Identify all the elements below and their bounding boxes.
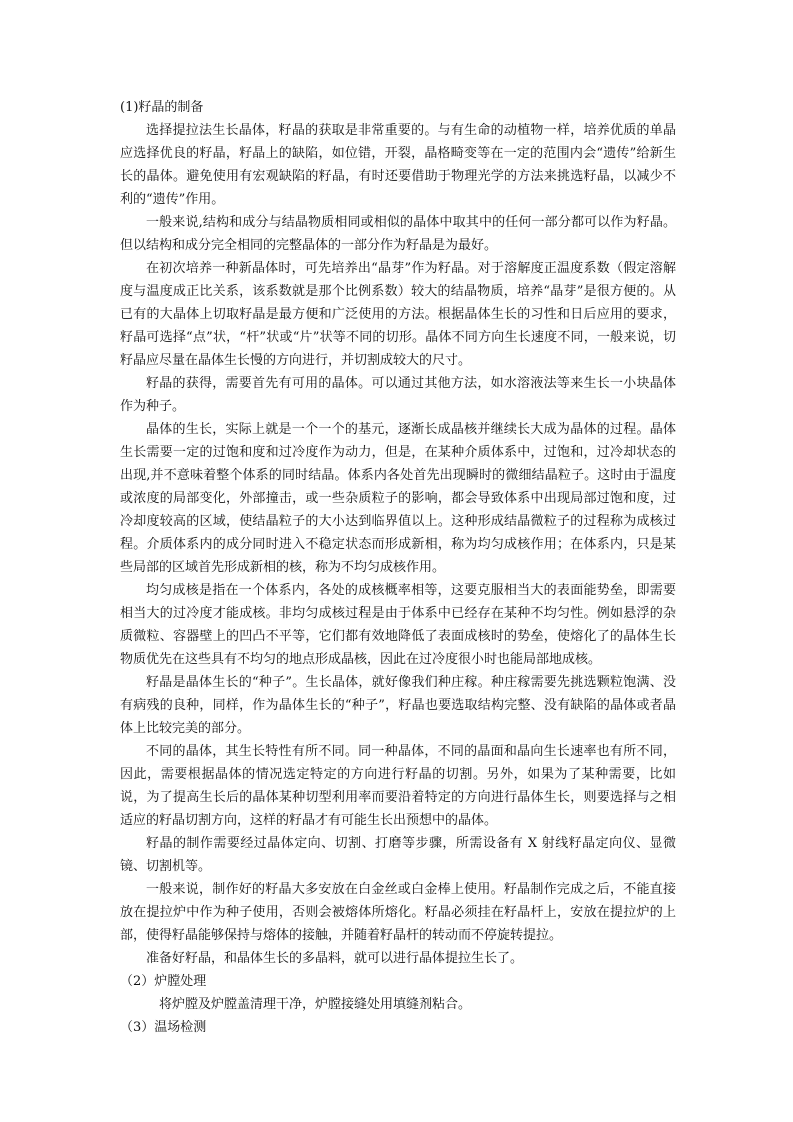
section-heading-seed-preparation: (1)籽晶的制备 <box>120 100 204 115</box>
section-heading-thermal-field-test: （3）温场检测 <box>120 1020 207 1035</box>
paragraph: 晶体的生长，实际上就是一个一个的基元，逐渐长成晶核并继续长大成为晶体的过程。晶体生长需要一定的过饱和度和过冷度作为动力，但是，在某种介质体系中，过饱和，过冷却状态的出现,并不意味着整个体系的同时结晶。体系内各处首先出现瞬时的微细结晶粒子。这时由于温度或浓度的局部变化，外部撞击，或一些杂质粒子的影响，都会导致体系中出现局部过饱和度，过冷却度较高的区域，使结晶粒子的大小达到临界值以上。这种形成结晶微粒子的过程称为成核过程。介质体系内的成分同时进入不稳定状态而形成新相，称为均匀成核作用；在体系内，只是某些局部的区域首先形成新相的核，称为不均匀成核作用。 <box>120 422 676 575</box>
section-heading-furnace-treatment: （2）炉膛处理 <box>120 974 207 989</box>
paragraph: 准备好籽晶，和晶体生长的多晶料，就可以进行晶体提拉生长了。 <box>146 951 524 966</box>
paragraph: 在初次培养一种新晶体时，可先培养出“晶芽”作为籽晶。对于溶解度正温度系数（假定溶解度与温度成正比关系，该系数就是那个比例系数）较大的结晶物质，培养“晶芽”是很方便的。从已有的大晶体上切取籽晶是最方便和广泛使用的方法。根据晶体生长的习性和日后应用的要求，籽晶可选择“点”状，“杆”状或“片”状等不同的切形。晶体不同方向生长速度不同，一般来说，切籽晶应尽量在晶体生长慢的方向进行，并切割成较大的尺寸。 <box>120 261 676 368</box>
paragraph: 籽晶是晶体生长的“种子”。生长晶体，就好像我们种庄稼。种庄稼需要先挑选颗粒饱满、没有病残的良种，同样，作为晶体生长的“种子”，籽晶也要选取结构完整、没有缺陷的晶体或者晶体上比较完美的部分。 <box>120 675 676 736</box>
document-page <box>120 96 676 1039</box>
paragraph: 籽晶的制作需要经过晶体定向、切割、打磨等步骤，所需设备有 X 射线籽晶定向仪、显微镜、切割机等。 <box>120 836 676 874</box>
paragraph: 选择提拉法生长晶体，籽晶的获取是非常重要的。与有生命的动植物一样，培养优质的单晶应选择优良的籽晶，籽晶上的缺陷，如位错，开裂，晶格畸变等在一定的范围内会“遗传”给新生长的晶体。避免使用有宏观缺陷的籽晶，有时还要借助于物理光学的方法来挑选籽晶，以减少不利的“遗传”作用。 <box>120 123 676 207</box>
furnace-treatment-text: 将炉膛及炉膛盖清理干净，炉膛接缝处用填缝剂粘合。 <box>159 997 472 1012</box>
paragraph: 籽晶的获得，需要首先有可用的晶体。可以通过其他方法，如水溶液法等来生长一小块晶体作为种子。 <box>120 376 676 414</box>
paragraph: 均匀成核是指在一个体系内，各处的成核概率相等，这要克服相当大的表面能势垒，即需要相当大的过冷度才能成核。非均匀成核过程是由于体系中已经存在某种不均匀性。例如悬浮的杂质微粒、容器壁上的凹凸不平等，它们都有效地降低了表面成核时的势垒，使熔化了的晶体生长物质优先在这些具有不均匀的地点形成晶核，因此在过冷度很小时也能局部地成核。 <box>120 583 676 667</box>
paragraph: 一般来说,结构和成分与结晶物质相同或相似的晶体中取其中的任何一部分都可以作为籽晶。但以结构和成分完全相同的完整晶体的一部分作为籽晶是为最好。 <box>120 215 676 253</box>
paragraph: 不同的晶体，其生长特性有所不同。同一种晶体，不同的晶面和晶向生长速率也有所不同，因此，需要根据晶体的情况选定特定的方向进行籽晶的切割。另外，如果为了某种需要，比如说，为了提高生长后的晶体某种切型利用率而要沿着特定的方向进行晶体生长，则要选择与之相适应的籽晶切割方向，这样的籽晶才有可能生长出预想中的晶体。 <box>120 744 676 828</box>
paragraph: 一般来说，制作好的籽晶大多安放在白金丝或白金棒上使用。籽晶制作完成之后，不能直接放在提拉炉中作为种子使用，否则会被熔体所熔化。籽晶必须挂在籽晶杆上，安放在提拉炉的上部，使得籽晶能够保持与熔体的接触，并随着籽晶杆的转动而不停旋转提拉。 <box>120 882 676 943</box>
